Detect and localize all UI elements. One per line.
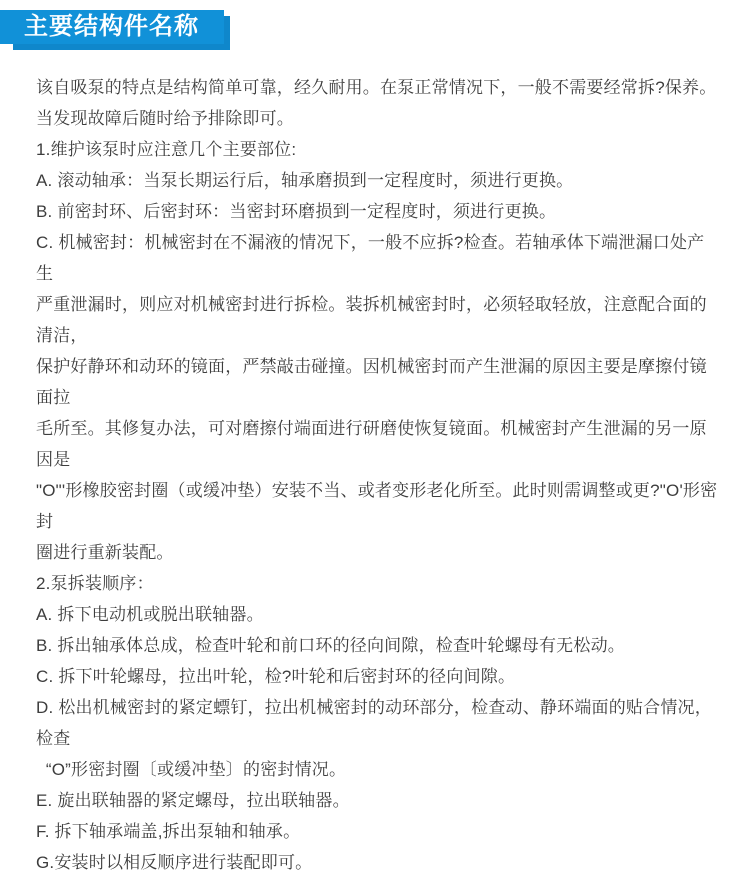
text-line-16: D. 松出机械密封的紧定螵钉，拉出机械密封的动环部分，检查动、静环端面的贴合情况，检查 [36, 698, 712, 748]
text-line-18: E. 旋出联轴器的紧定螺母，拉出联轴器。 [36, 791, 350, 810]
text-line-12: 2.泵拆装顺序： [36, 574, 154, 593]
text-line-1: 该自吸泵的特点是结构简单可靠，经久耐用。在泵正常情况下，一般不需要经常拆?保养。 [36, 78, 717, 97]
body-text [36, 72, 720, 878]
text-line-20: G.安装时以相反顺序进行装配即可。 [36, 853, 313, 872]
text-line-19: F. 拆下轴承端盖,拆出泵轴和轴承。 [36, 822, 301, 841]
text-line-11: 圈进行重新装配。 [36, 543, 174, 562]
text-line-13: A. 拆下电动机或脱出联轴器。 [36, 605, 264, 624]
text-line-14: B. 拆出轴承体总成，检查叶轮和前口环的径向间隙，检查叶轮螺母有无松动。 [36, 636, 625, 655]
text-line-7: 严重泄漏时，则应对机械密封进行拆检。装拆机械密封时，必须轻取轻放，注意配合面的清洁， [36, 295, 707, 345]
text-line-10: "O"'形橡胶密封圈（或缓冲垫）安装不当、或者变形老化所至。此时则需调整或更?"O'形密封 [36, 481, 718, 531]
text-line-3: 1.维护该泵时应注意几个主要部位: [36, 140, 297, 159]
text-line-4: A. 滚动轴承：当泵长期运行后，轴承磨损到一定程度时，须进行更换。 [36, 171, 574, 190]
text-line-8: 保护好静环和动环的镜面，严禁敲击碰撞。因机械密封而产生泄漏的原因主要是摩擦付镜面拉 [36, 357, 707, 407]
text-line-6: C. 机械密封：机械密封在不漏液的情况下，一般不应拆?检查。若轴承体下端泄漏口处产生 [36, 233, 705, 283]
page-title: 主要结构件名称 [24, 13, 199, 40]
title-banner [0, 10, 224, 44]
text-line-15: C. 拆下叶轮螺母，拉出叶轮，检?叶轮和后密封环的径向间隙。 [36, 667, 516, 686]
text-line-9: 毛所至。其修复办法，可对磨擦付端面进行研磨使恢复镜面。机械密封产生泄漏的另一原因是 [36, 419, 707, 469]
text-line-17: “O”形密封圈〔或缓冲垫〕的密封情况。 [36, 760, 347, 779]
text-line-2: 当发现故障后随时给予排除即可。 [36, 109, 294, 128]
text-line-5: B. 前密封环、后密封环：当密封环磨损到一定程度时，须进行更换。 [36, 202, 557, 221]
